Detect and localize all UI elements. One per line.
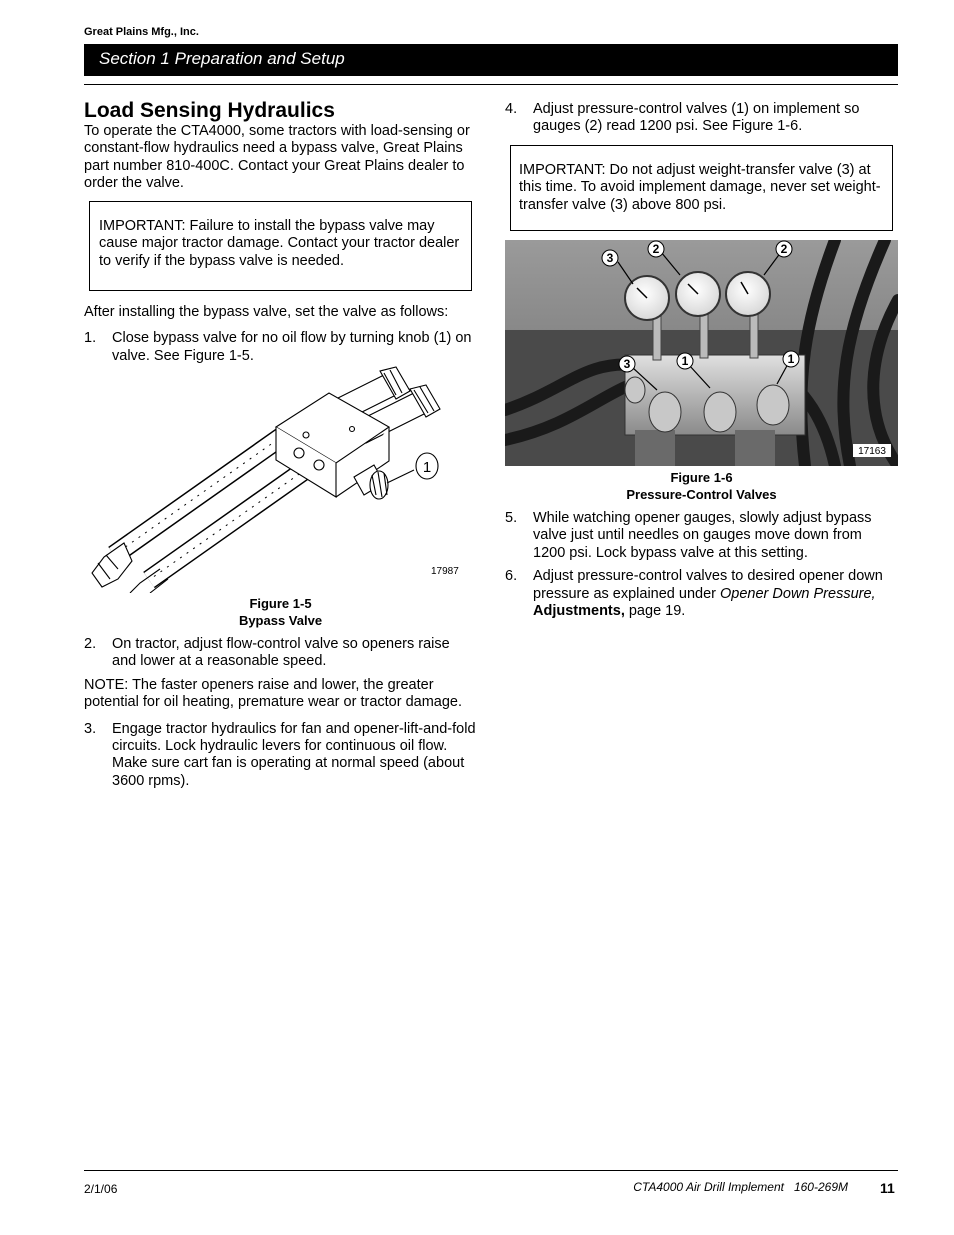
step-4 <box>505 101 898 136</box>
callout-1-right: 1 <box>787 352 795 366</box>
step-number: 6. <box>505 568 518 585</box>
right-steps-top <box>505 101 898 136</box>
figure-1-6-caption <box>505 469 898 503</box>
figure-label: Figure 1-5 <box>249 596 312 611</box>
figure-title: Bypass Valve <box>238 613 323 628</box>
step-5 <box>505 510 898 562</box>
callout-2-left: 2 <box>652 242 660 256</box>
step-text: Close bypass valve for no oil flow by turning knob (1) on valve. See Figure 1-5. <box>112 330 472 364</box>
intro-paragraph: To operate the CTA4000, some tractors with load-sensing or constant-flow hydraulics need a bypass valve, Great Plains part number 810-400C. Contact your Great Plains dealer to order the valve. <box>84 123 470 192</box>
step-3 <box>84 721 477 791</box>
photo-id: 17163 <box>858 446 886 457</box>
section-title-bar: Section 1 Preparation and Setup <box>84 44 898 76</box>
footer-rule <box>84 1170 898 1171</box>
callout-1: 1 <box>422 459 432 476</box>
figure-id: 17987 <box>431 566 459 577</box>
step-number: 3. <box>84 720 97 737</box>
xref-italic: Opener Down Pressure, <box>720 585 876 602</box>
figure-label: Figure 1-6 <box>670 470 733 485</box>
note-paragraph: NOTE: The faster openers raise and lower, the greater potential for oil heating, premature wear or tractor damage. <box>84 676 463 711</box>
important-box-bypass <box>89 201 472 291</box>
step-text: Adjust pressure-control valves (1) on implement so gauges (2) read 1200 psi. See Figure 1-6. <box>533 101 860 135</box>
step-number: 4. <box>505 101 518 117</box>
figure-title: Pressure-Control Valves <box>626 487 777 502</box>
left-steps-top <box>84 304 474 365</box>
left-column <box>84 99 474 193</box>
company-name: Great Plains Mfg., Inc. <box>84 26 199 38</box>
step-number: 2. <box>84 636 97 652</box>
figure-1-5-caption <box>84 595 477 629</box>
important-text: IMPORTANT: Do not adjust weight-transfer valve (3) at this time. To avoid implement damage, never set weight-transfer valve (3) above 800 psi. <box>519 162 881 213</box>
footer-date: 2/1/06 <box>84 1182 118 1196</box>
page-number: 11 <box>880 1180 895 1196</box>
step-text: On tractor, adjust flow-control valve so openers raise and lower at a reasonable speed. <box>112 636 450 670</box>
callout-1-left: 1 <box>681 354 689 368</box>
important-box-weight-transfer <box>510 145 893 231</box>
footer-doc-title: CTA4000 Air Drill Implement 160-269M <box>633 1180 848 1194</box>
step-text: Engage tractor hydraulics for fan and opener-lift-and-fold circuits. Lock hydraulic levers for continuous oil flow. Make sure cart fan is operating at normal speed (about 3600 rpms). <box>112 720 476 789</box>
step-2 <box>84 636 477 671</box>
pressure-control-photo <box>505 240 898 466</box>
left-steps-bottom <box>84 636 477 790</box>
important-text: IMPORTANT: Failure to install the bypass valve may cause major tractor damage. Contact your tractor dealer to verify if the bypass valve is needed. <box>99 218 460 269</box>
callout-3-top: 3 <box>606 251 614 265</box>
step-text: Adjust pressure-control valves to desired opener down pressure as explained under Opener Down Pressure, Adjustments, page 19. <box>533 568 883 620</box>
right-steps-bottom <box>505 510 898 620</box>
after-install-text: After installing the bypass valve, set the valve as follows: <box>84 304 449 320</box>
header-rule <box>84 84 898 85</box>
callout-3-bottom: 3 <box>623 357 631 371</box>
step-number: 5. <box>505 510 518 526</box>
step-6 <box>505 568 898 620</box>
step-number: 1. <box>84 330 97 347</box>
step-1 <box>84 330 474 365</box>
step-text: While watching opener gauges, slowly adjust bypass valve just until needles on gauges move down from 1200 psi. Lock bypass valve at this setting. <box>533 510 872 561</box>
callout-2-right: 2 <box>780 242 788 256</box>
page-heading: Load Sensing Hydraulics <box>84 99 335 122</box>
bypass-valve-illustration <box>84 365 474 593</box>
xref-bold: Adjustments, <box>533 603 625 620</box>
